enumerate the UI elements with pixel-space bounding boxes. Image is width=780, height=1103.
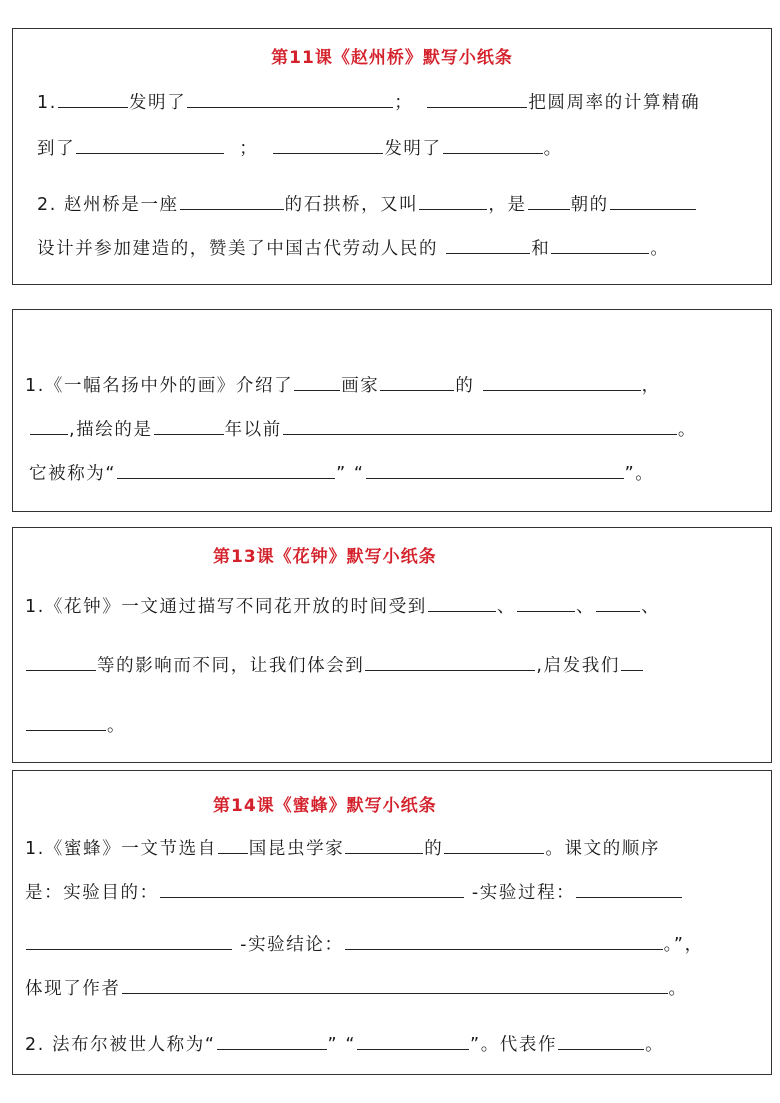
blank — [357, 1033, 469, 1050]
text: ； — [239, 139, 259, 159]
text: 体现了作者 — [25, 979, 121, 999]
blank — [294, 374, 340, 391]
text: ,启发我们 — [536, 656, 620, 676]
text: 。 — [650, 239, 670, 259]
text: 年以前 — [224, 420, 282, 440]
question-line — [25, 975, 688, 1000]
question-line — [25, 652, 644, 677]
blank — [160, 881, 464, 898]
blank — [122, 977, 668, 994]
question-line — [25, 593, 660, 618]
blank — [419, 193, 487, 210]
text: 、 — [576, 597, 596, 617]
text: 。课文的顺序 — [545, 839, 661, 859]
blank — [621, 654, 643, 671]
blank — [117, 462, 335, 479]
blank — [610, 193, 696, 210]
text: 1.《一幅名扬中外的画》介绍了 — [25, 376, 294, 396]
blank — [217, 1033, 327, 1050]
text: 。 — [645, 1035, 665, 1055]
text: 、 — [641, 597, 661, 617]
text: 把圆周率的计算精确 — [528, 93, 701, 113]
question-line — [25, 835, 660, 860]
card-title: 第11课《赵州桥》默写小纸条 — [271, 48, 513, 68]
blank — [576, 881, 682, 898]
text: 。 — [677, 420, 697, 440]
text: 1.《蜜蜂》一文节选自 — [25, 839, 217, 859]
blank — [218, 837, 248, 854]
text: 画家 — [341, 376, 380, 396]
blank — [427, 91, 527, 108]
blank — [345, 837, 423, 854]
card-lesson-14 — [12, 770, 772, 1075]
card-lesson-11 — [12, 28, 772, 285]
question-line — [37, 235, 669, 260]
text: ； — [394, 93, 414, 113]
blank — [283, 418, 677, 435]
blank — [180, 193, 284, 210]
text: ，是 — [488, 195, 527, 215]
text: 1.《花钟》一文通过描写不同花开放的时间受到 — [25, 597, 427, 617]
text: ”。代表作 — [470, 1035, 558, 1055]
text: ”。 — [624, 464, 655, 484]
question-line — [25, 879, 683, 904]
question-line — [25, 1031, 664, 1056]
card-lesson-12 — [12, 309, 772, 512]
text: 2. 法布尔被世人称为“ — [25, 1035, 216, 1055]
blank — [26, 654, 96, 671]
text: 1. — [37, 93, 57, 113]
blank — [365, 654, 535, 671]
question-line — [25, 712, 126, 737]
blank — [551, 237, 649, 254]
blank — [154, 418, 224, 435]
text: 朝的 — [570, 195, 609, 215]
blank — [428, 595, 496, 612]
blank — [596, 595, 640, 612]
text: 设计并参加建造的，赞美了中国古代劳动人民的 — [37, 239, 446, 259]
question-line — [25, 372, 661, 397]
blank — [273, 137, 383, 154]
blank — [26, 933, 232, 950]
text: 发明了 — [384, 139, 442, 159]
text: ” “ — [327, 1035, 357, 1055]
blank — [528, 193, 570, 210]
text: ” “ — [336, 464, 365, 484]
text: 2. 赵州桥是一座 — [37, 195, 179, 215]
text: 、 — [496, 597, 517, 617]
question-line — [29, 416, 697, 441]
text: 。 — [107, 716, 127, 736]
text: 它被称为“ — [29, 464, 117, 484]
blank — [517, 595, 575, 612]
question-line — [29, 460, 654, 485]
blank — [483, 374, 641, 391]
blank — [444, 837, 544, 854]
text: 的 — [424, 839, 444, 859]
question-line — [37, 89, 700, 114]
blank — [76, 137, 224, 154]
text: 。”， — [663, 935, 704, 955]
text: 是：实验目的： — [25, 883, 159, 903]
blank — [345, 933, 663, 950]
blank — [446, 237, 530, 254]
question-line — [37, 135, 563, 160]
text: -实验结论： — [233, 935, 344, 955]
text: ,描绘的是 — [69, 420, 153, 440]
blank — [366, 462, 624, 479]
card-title: 第13课《花钟》默写小纸条 — [213, 547, 437, 567]
text: 的石拱桥，又叫 — [284, 195, 419, 215]
blank — [443, 137, 543, 154]
text: 到了 — [37, 139, 76, 159]
blank — [26, 714, 106, 731]
blank — [58, 91, 128, 108]
text: 的 — [455, 376, 482, 396]
text: -实验过程： — [464, 883, 576, 903]
card-lesson-13 — [12, 527, 772, 763]
blank — [187, 91, 393, 108]
blank — [558, 1033, 644, 1050]
text: 。 — [668, 979, 688, 999]
card-title: 第14课《蜜蜂》默写小纸条 — [213, 796, 437, 816]
question-line — [37, 191, 697, 216]
text: 国昆虫学家 — [248, 839, 345, 859]
blank — [380, 374, 454, 391]
text: ， — [641, 376, 661, 396]
blank — [30, 418, 68, 435]
question-line — [25, 931, 704, 956]
text: 发明了 — [128, 93, 187, 113]
text: 。 — [543, 139, 563, 159]
text: 等的影响而不同，让我们体会到 — [97, 656, 365, 676]
text: 和 — [531, 239, 551, 259]
